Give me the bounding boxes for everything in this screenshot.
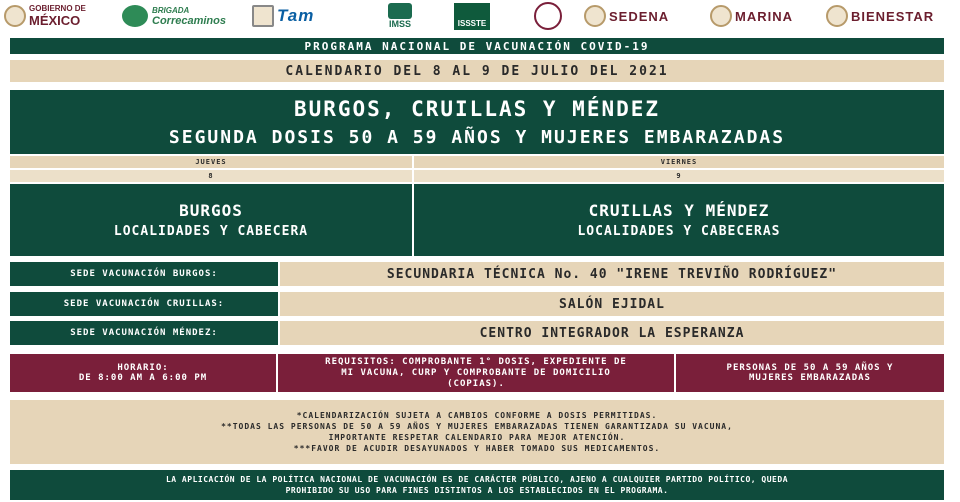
bienestar-logo: BIENESTAR xyxy=(826,0,944,32)
requisitos-line: MI VACUNA, CURP Y COMPROBANTE DE DOMICILIO xyxy=(341,367,611,378)
issste-logo: ISSSTE xyxy=(432,0,512,32)
mexico-seal-icon xyxy=(4,5,26,27)
imss-logo: IMSS xyxy=(368,0,432,32)
day-date: 8 xyxy=(10,170,412,182)
requisitos-line: REQUISITOS: COMPROBANTE 1° DOSIS, EXPEDIENTE DE xyxy=(325,356,627,367)
day-label: VIERNES xyxy=(414,156,944,168)
place-title: CRUILLAS Y MÉNDEZ xyxy=(588,201,770,220)
tamaulipas-logo: Tam xyxy=(252,0,368,32)
personas-line: PERSONAS DE 50 A 59 AÑOS Y xyxy=(726,363,894,373)
calendar-banner: CALENDARIO DEL 8 AL 9 DE JULIO DEL 2021 xyxy=(10,60,944,82)
gobierno-mexico-logo: GOBIERNO DE MÉXICO xyxy=(0,0,122,32)
municipios-title: BURGOS, CRUILLAS Y MÉNDEZ xyxy=(293,96,661,121)
requisitos-box xyxy=(278,354,674,392)
defensa-seal-icon xyxy=(534,2,562,30)
footer-line: PROHIBIDO SU USO PARA FINES DISTINTOS A LOS ESTABLECIDOS EN EL PROGRAMA. xyxy=(285,486,669,495)
sede-label: SEDE VACUNACIÓN MÉNDEZ: xyxy=(10,321,278,345)
sede-value: SALÓN EJIDAL xyxy=(280,292,944,316)
footer-disclaimer xyxy=(10,470,944,500)
place-title: BURGOS xyxy=(179,201,243,220)
day-label: JUEVES xyxy=(10,156,412,168)
place-subtitle: LOCALIDADES Y CABECERA xyxy=(113,224,309,239)
sede-label: SEDE VACUNACIÓN BURGOS: xyxy=(10,262,278,286)
place-subtitle: LOCALIDADES Y CABECERAS xyxy=(577,224,781,239)
tamaulipas-seal-icon xyxy=(252,5,274,27)
footer-line: LA APLICACIÓN DE LA POLÍTICA NACIONAL DE VACUNACIÓN ES DE CARÁCTER PÚBLICO, AJENO A CUALQUIER PARTIDO POLÍTICO, QUEDA xyxy=(165,475,789,484)
note-line: **TODAS LAS PERSONAS DE 50 A 59 AÑOS Y MUJERES EMBARAZADAS TIENEN GARANTIZADA SU VACUNA, xyxy=(221,422,733,431)
requisitos-line: (COPIAS). xyxy=(447,378,505,389)
personas-box xyxy=(676,354,944,392)
sede-value: SECUNDARIA TÉCNICA No. 40 "IRENE TREVIÑO RODRÍGUEZ" xyxy=(280,262,944,286)
sedena-seal-icon xyxy=(584,5,606,27)
sedena-logo: SEDENA xyxy=(584,0,710,32)
marina-logo: MARINA xyxy=(710,0,826,32)
note-line: ***FAVOR DE ACUDIR DESAYUNADOS Y HABER TOMADO SUS MEDICAMENTOS. xyxy=(293,444,661,453)
grupo-subtitle: SEGUNDA DOSIS 50 A 59 AÑOS Y MUJERES EMBARAZADAS xyxy=(168,126,786,148)
place-panel-cruillas-mendez xyxy=(414,184,944,256)
sede-value: CENTRO INTEGRADOR LA ESPERANZA xyxy=(280,321,944,345)
bienestar-seal-icon xyxy=(826,5,848,27)
horario-title: HORARIO: xyxy=(117,363,169,373)
sede-label: SEDE VACUNACIÓN CRUILLAS: xyxy=(10,292,278,316)
day-date: 9 xyxy=(414,170,944,182)
correcaminos-icon xyxy=(122,5,148,27)
personas-line: MUJERES EMBARAZADAS xyxy=(749,373,871,383)
logo-strip xyxy=(0,0,960,32)
note-line: IMPORTANTE RESPETAR CALENDARIO PARA MEJOR ATENCIÓN. xyxy=(328,433,626,442)
defensa-logo xyxy=(512,0,584,32)
brigada-correcaminos-logo: BRIGADA Correcaminos xyxy=(122,0,252,32)
title-panel xyxy=(10,90,944,154)
imss-emblem-icon xyxy=(388,3,412,19)
place-panel-burgos xyxy=(10,184,412,256)
notes-panel xyxy=(10,400,944,464)
note-line: *CALENDARIZACIÓN SUJETA A CAMBIOS CONFORME A DOSIS PERMITIDAS. xyxy=(296,411,658,420)
horario-value: DE 8:00 AM A 6:00 PM xyxy=(78,373,208,383)
marina-seal-icon xyxy=(710,5,732,27)
horario-box xyxy=(10,354,276,392)
program-banner: PROGRAMA NACIONAL DE VACUNACIÓN COVID-19 xyxy=(10,38,944,54)
